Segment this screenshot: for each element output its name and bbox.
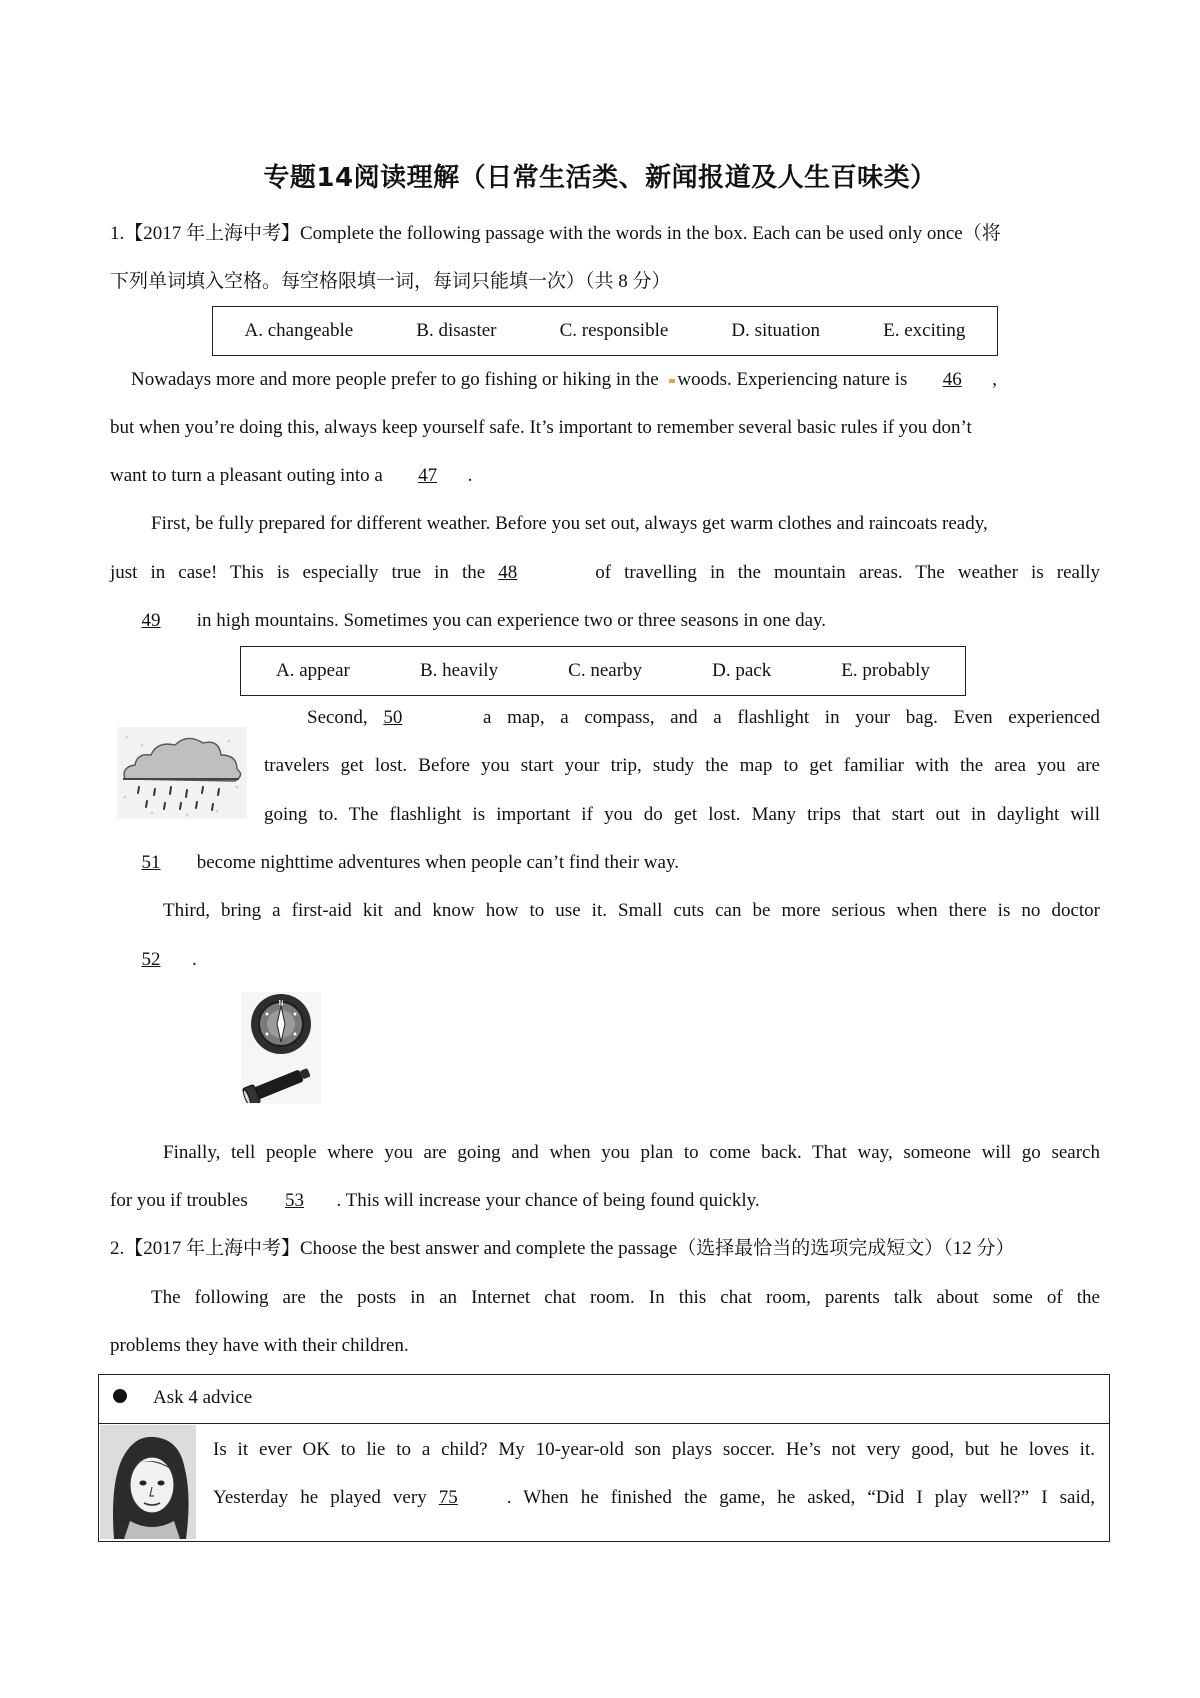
blank-51[interactable]: 51 xyxy=(141,852,161,873)
post-text-line1: Is it ever OK to lie to a child? My 10-year-old son plays soccer. He’s not very good, but he loves it. xyxy=(213,1439,1095,1460)
paragraph-1-line1: Nowadays more and more people prefer to go fishing or hiking in the woods. Experiencing nature is 46 , xyxy=(131,369,997,390)
paragraph-3-line2: travelers get lost. Before you start your trip, study the map to get familiar with the area you are xyxy=(264,755,1100,776)
blank-47[interactable]: 47 xyxy=(418,465,438,486)
paragraph-2-line1: First, be fully prepared for different weather. Before you set out, always get warm clothes and raincoats ready, xyxy=(151,513,988,534)
q1-heading-line1: 1.【2017 年上海中考】Complete the following passage with the words in the box. Each can be used only once（将 xyxy=(110,223,1001,244)
paragraph-1-line3: want to turn a pleasant outing into a 47 . xyxy=(110,465,473,486)
paragraph-4-line1: Third, bring a first-aid kit and know how to use it. Small cuts can be more serious when there is no doctor xyxy=(163,900,1100,921)
blank-48[interactable]: 48 xyxy=(498,562,518,583)
blank-52[interactable]: 52 xyxy=(141,949,161,970)
word-option: A. changeable xyxy=(244,320,354,341)
blank-53[interactable]: 53 xyxy=(284,1190,304,1211)
paragraph-4-line2: 52 . xyxy=(110,948,1100,972)
highlight-mark xyxy=(669,379,675,383)
paragraph-5-line1: Finally, tell people where you are going and when you plan to come back. That way, someone will go search xyxy=(163,1142,1100,1163)
word-option: C. responsible xyxy=(559,320,669,341)
blank-50[interactable]: 50 xyxy=(383,707,403,728)
flashlight-icon xyxy=(241,1063,321,1103)
paragraph-2-line2: just in case! This is especially true in the 48 of travelling in the mountain areas. The weather is really xyxy=(110,562,1101,583)
blank-49[interactable]: 49 xyxy=(141,610,161,631)
blank-46[interactable]: 46 xyxy=(942,369,962,390)
word-option: D. pack xyxy=(712,660,772,681)
word-option: D. situation xyxy=(731,320,821,341)
paragraph-3-line4: 51 become nighttime adventures when people can’t find their way. xyxy=(110,851,1100,875)
word-option: B. disaster xyxy=(416,320,497,341)
paragraph-2-line3: 49 in high mountains. Sometimes you can experience two or three seasons in one day. xyxy=(110,609,1100,633)
blank-75[interactable]: 75 xyxy=(438,1487,458,1508)
word-box-2 xyxy=(240,646,966,696)
q2-heading: 2.【2017 年上海中考】Choose the best answer and complete the passage（选择最恰当的选项完成短文）（12 分） xyxy=(110,1238,1015,1259)
word-option: E. exciting xyxy=(883,320,966,341)
svg-text:N: N xyxy=(278,999,284,1007)
q2-intro-line1: The following are the posts in an Internet chat room. In this chat room, parents talk about some of the xyxy=(151,1287,1100,1308)
q1-heading-line2: 下列单词填入空格。每空格限填一词，每词只能填一次）（共 8 分） xyxy=(110,271,671,292)
post-text-line2: Yesterday he played very 75 . When he finished the game, he asked, “Did I play well?” I said, xyxy=(213,1487,1095,1508)
table-header xyxy=(99,1375,1109,1424)
paragraph-3-line3: going to. The flashlight is important if you do get lost. Many trips that start out in daylight will xyxy=(264,804,1100,825)
q2-intro-line2: problems they have with their children. xyxy=(110,1335,409,1356)
page-title: 专题14阅读理解（日常生活类、新闻报道及人生百味类） xyxy=(263,163,937,193)
paragraph-5-line2: for you if troubles 53 . This will increase your chance of being found quickly. xyxy=(110,1190,760,1211)
word-option: C. nearby xyxy=(568,660,643,681)
woman-portrait-icon xyxy=(100,1425,196,1539)
word-option: E. probably xyxy=(841,660,930,681)
table-header-label: Ask 4 advice xyxy=(153,1387,253,1408)
paragraph-3-line1: Second, 50 a map, a compass, and a flashlight in your bag. Even experienced xyxy=(307,707,1101,728)
chat-post-table xyxy=(98,1374,1110,1542)
word-option: A. appear xyxy=(276,660,350,681)
cloud-rain-icon xyxy=(117,727,247,819)
word-option: B. heavily xyxy=(419,660,499,681)
word-box-1 xyxy=(212,306,998,356)
paragraph-1-line2: but when you’re doing this, always keep yourself safe. It’s important to remember several basic rules if you don’t xyxy=(110,417,972,438)
bullet-icon xyxy=(113,1389,127,1403)
